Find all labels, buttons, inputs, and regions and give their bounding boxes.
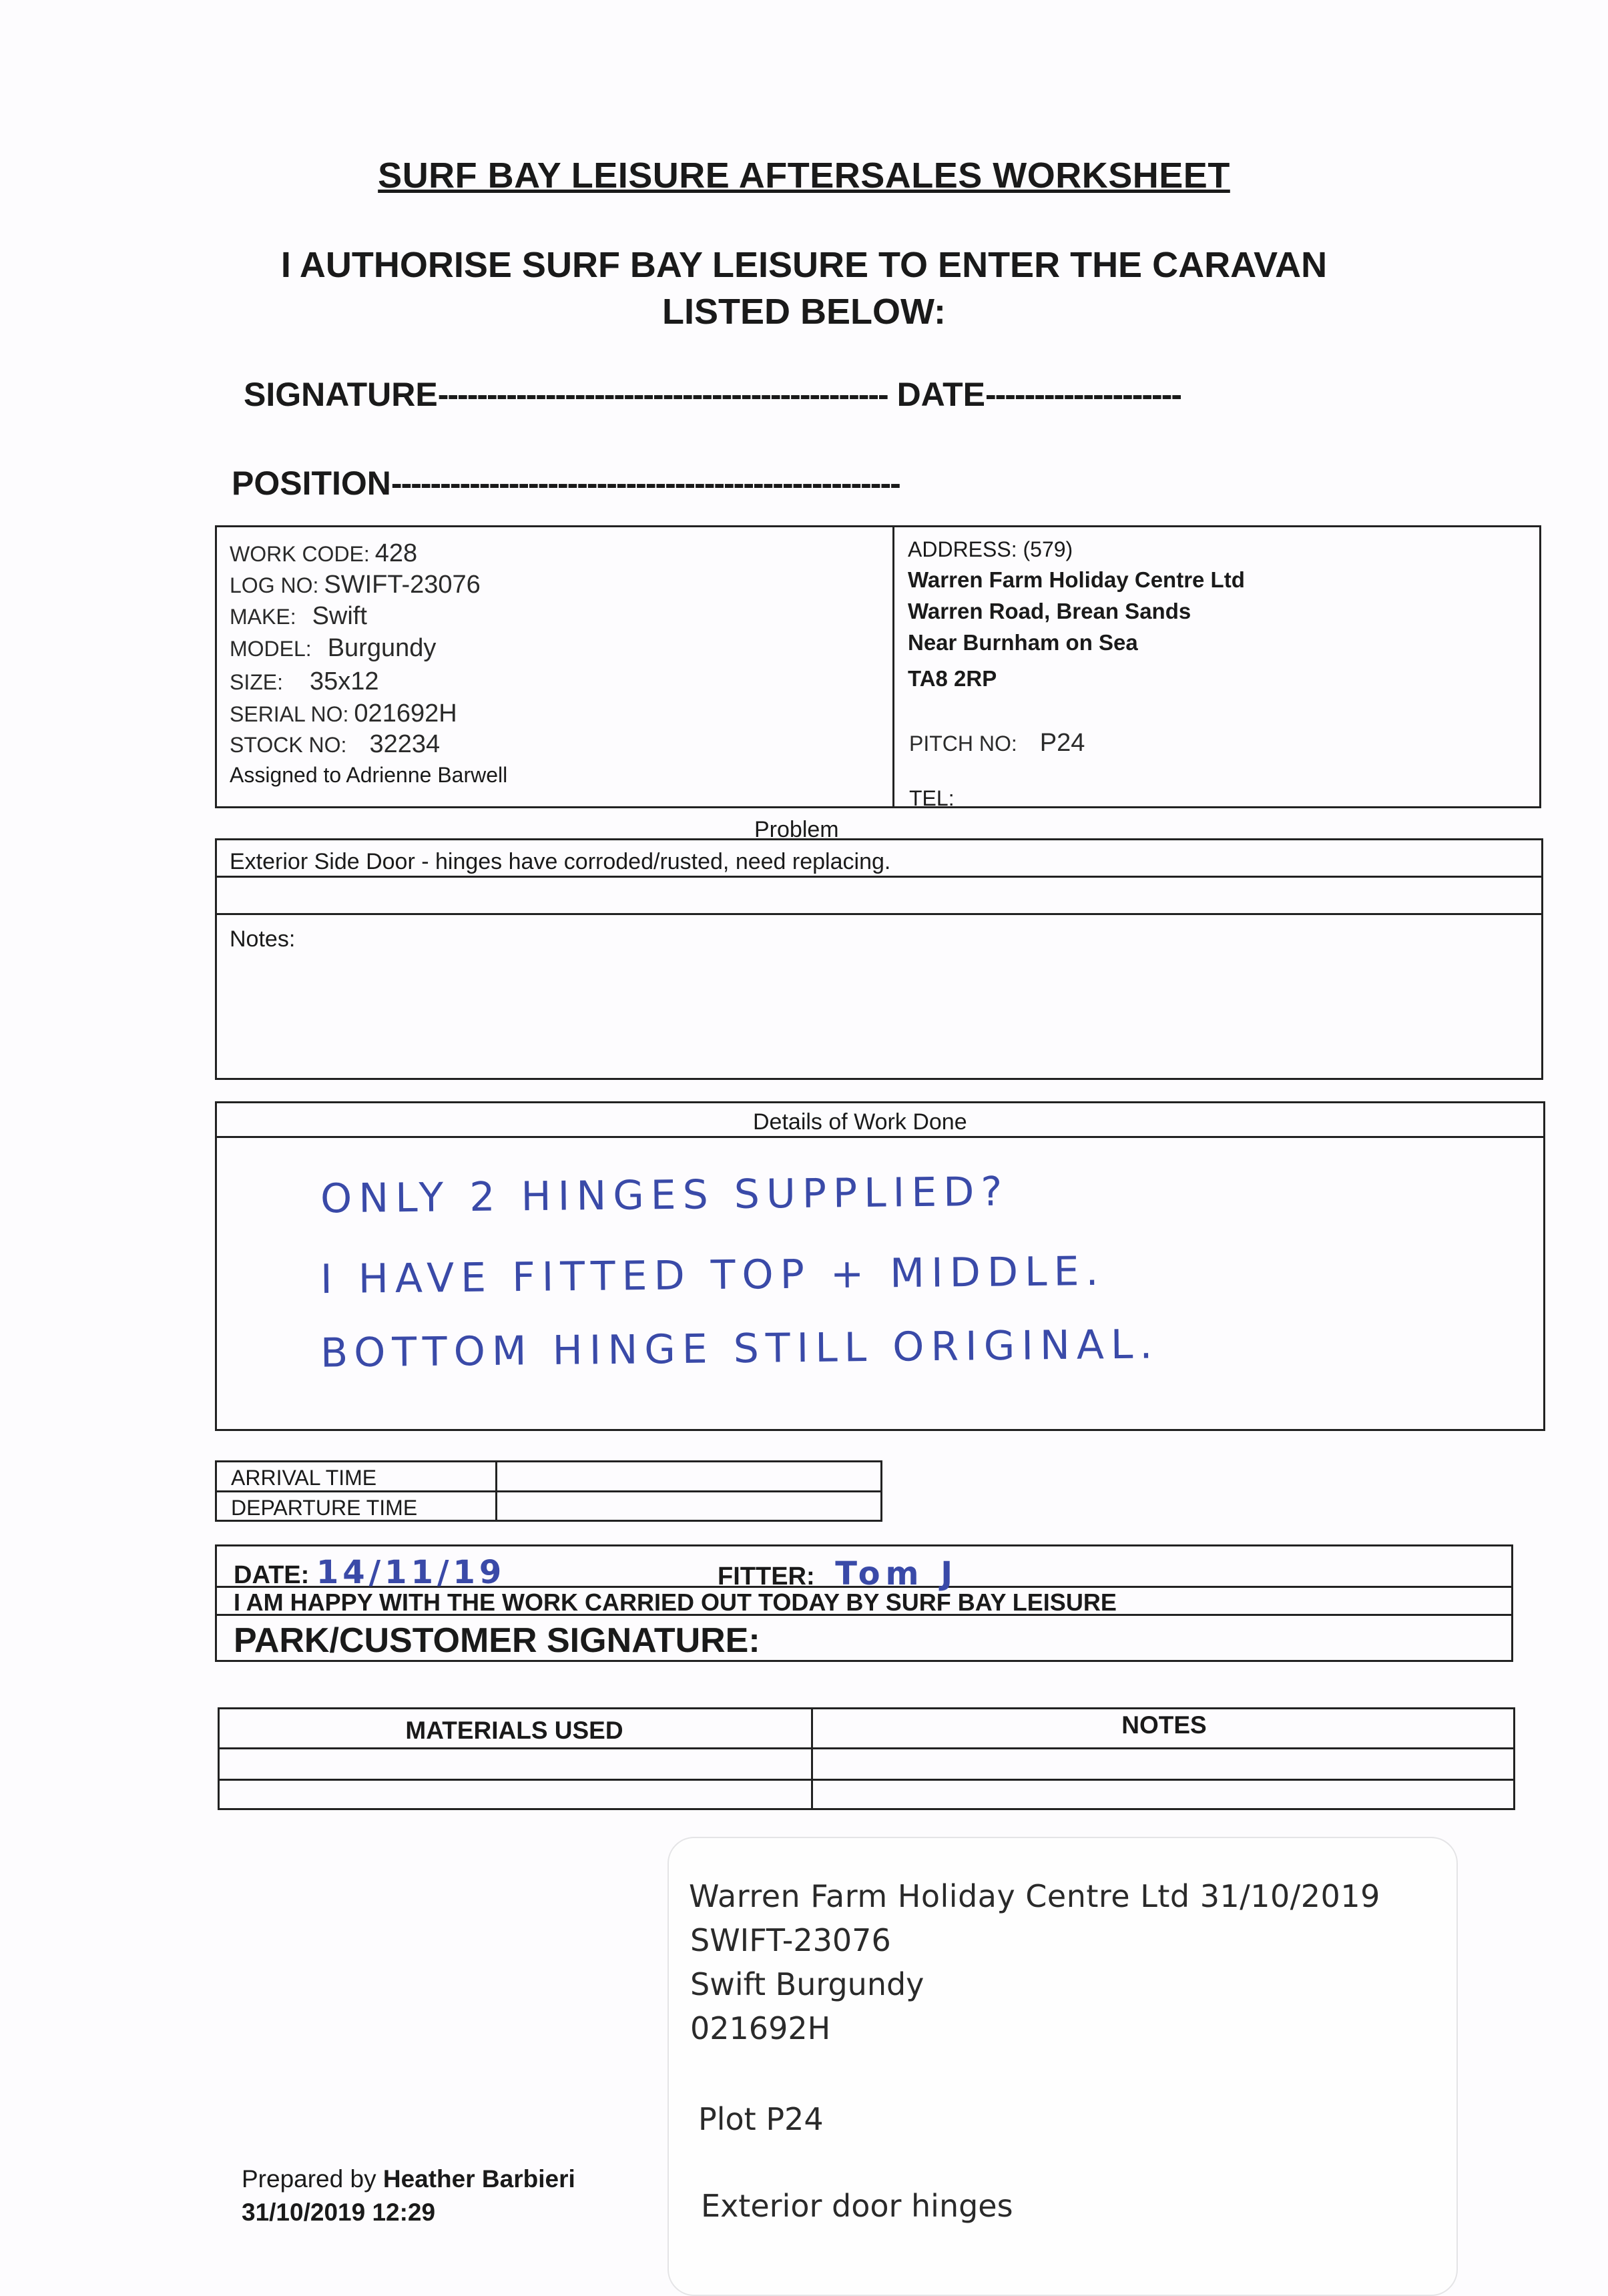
- make-field: [230, 602, 367, 631]
- work-done-heading: Details of Work Done: [753, 1109, 967, 1135]
- assigned-to: Assigned to Adrienne Barwell: [230, 763, 508, 787]
- model-value: Burgundy: [327, 634, 437, 662]
- problem-heading: Problem: [754, 817, 839, 842]
- serial-field: [230, 699, 457, 728]
- times-divider: [495, 1460, 497, 1522]
- prepared-by: [242, 2165, 575, 2193]
- size-value: 35x12: [310, 667, 379, 695]
- arrival-time-label: ARRIVAL TIME: [231, 1466, 377, 1490]
- label-line-1: Warren Farm Holiday Centre Ltd 31/10/2019: [689, 1878, 1380, 1914]
- serial-label: SERIAL NO:: [230, 702, 349, 726]
- label-line-5: Plot P24: [698, 2101, 824, 2137]
- address-line-1: Warren Farm Holiday Centre Ltd: [908, 567, 1245, 592]
- model-field: [230, 634, 436, 663]
- work-done-line-2: I HAVE FITTED TOP + MIDDLE.: [320, 1247, 1105, 1304]
- happy-statement: I AM HAPPY WITH THE WORK CARRIED OUT TODAY BY SURF BAY LEISURE: [234, 1589, 1117, 1616]
- times-rule: [215, 1490, 882, 1492]
- serial-value: 021692H: [354, 699, 457, 728]
- authorisation-statement: [0, 242, 1608, 335]
- materials-rule-1: [218, 1747, 1515, 1749]
- address-line-2: Warren Road, Brean Sands: [908, 599, 1191, 623]
- departure-time-label: DEPARTURE TIME: [231, 1496, 418, 1520]
- materials-used-header: MATERIALS USED: [405, 1717, 623, 1744]
- position-label: POSITION: [232, 465, 391, 502]
- stock-label: STOCK NO:: [230, 733, 347, 757]
- problem-text: Exterior Side Door - hinges have corroded/rusted, need replacing.: [230, 849, 891, 874]
- work-done-rule: [215, 1136, 1545, 1138]
- work-done-line-1: ONLY 2 HINGES SUPPLIED?: [320, 1168, 1009, 1223]
- signoff-fitter: [718, 1555, 958, 1593]
- date-label: DATE: [896, 376, 985, 413]
- prepared-by-prefix: Prepared by: [242, 2165, 376, 2193]
- make-value: Swift: [312, 602, 367, 630]
- signature-label: SIGNATURE: [244, 376, 438, 413]
- worksheet-title: SURF BAY LEISURE AFTERSALES WORKSHEET: [378, 156, 1230, 196]
- label-line-3: Swift Burgundy: [690, 1966, 924, 2002]
- prepared-by-name: Heather Barbieri: [382, 2165, 575, 2193]
- notes-label: Notes:: [230, 926, 296, 952]
- prepared-datetime: 31/10/2019 12:29: [242, 2199, 436, 2226]
- pitch-value: P24: [1039, 729, 1085, 757]
- label-line-4: 021692H: [690, 2010, 831, 2046]
- tel-label: TEL:: [909, 786, 955, 810]
- work-code-value: 428: [374, 539, 418, 567]
- pitch-field: [909, 729, 1085, 758]
- signoff-date: [234, 1554, 505, 1591]
- customer-signature-label: PARK/CUSTOMER SIGNATURE:: [234, 1621, 760, 1660]
- signoff-date-label: DATE:: [234, 1561, 310, 1589]
- authorisation-line-2: LISTED BELOW:: [662, 292, 946, 332]
- stock-value: 32234: [369, 730, 441, 758]
- stock-field: [230, 730, 440, 759]
- address-line-3: Near Burnham on Sea: [908, 630, 1138, 655]
- position-line: POSITION----------------------------------------------------: [232, 465, 900, 502]
- address-postcode: TA8 2RP: [908, 666, 997, 691]
- label-line-2: SWIFT-23076: [690, 1922, 891, 1958]
- work-code-label: WORK CODE:: [230, 542, 370, 566]
- size-field: [230, 667, 379, 696]
- work-code-field: [230, 539, 417, 568]
- size-label: SIZE:: [230, 670, 284, 694]
- fitter-value: Tom J: [835, 1555, 959, 1593]
- authorisation-line-1: I AUTHORISE SURF BAY LEISURE TO ENTER THE CARAVAN: [280, 245, 1328, 285]
- problem-rule-2: [215, 913, 1543, 915]
- details-divider: [892, 525, 894, 808]
- materials-rule-2: [218, 1779, 1515, 1781]
- make-label: MAKE:: [230, 605, 296, 629]
- fitter-label: FITTER:: [718, 1562, 815, 1591]
- work-done-line-3: BOTTOM HINGE STILL ORIGINAL.: [320, 1321, 1159, 1377]
- log-no-value: SWIFT-23076: [324, 571, 481, 599]
- pitch-label: PITCH NO:: [909, 732, 1017, 756]
- address-label: ADDRESS: (579): [908, 537, 1073, 561]
- problem-rule-1: [215, 876, 1543, 878]
- signoff-date-value: 14/11/19: [316, 1554, 506, 1591]
- log-no-field: [230, 571, 481, 599]
- signature-line: SIGNATURE---------------------------------------------- DATE--------------------: [244, 376, 1181, 413]
- materials-notes-header: NOTES: [1121, 1711, 1207, 1739]
- model-label: MODEL:: [230, 637, 312, 661]
- label-line-6: Exterior door hinges: [701, 2188, 1013, 2224]
- log-no-label: LOG NO:: [230, 573, 319, 597]
